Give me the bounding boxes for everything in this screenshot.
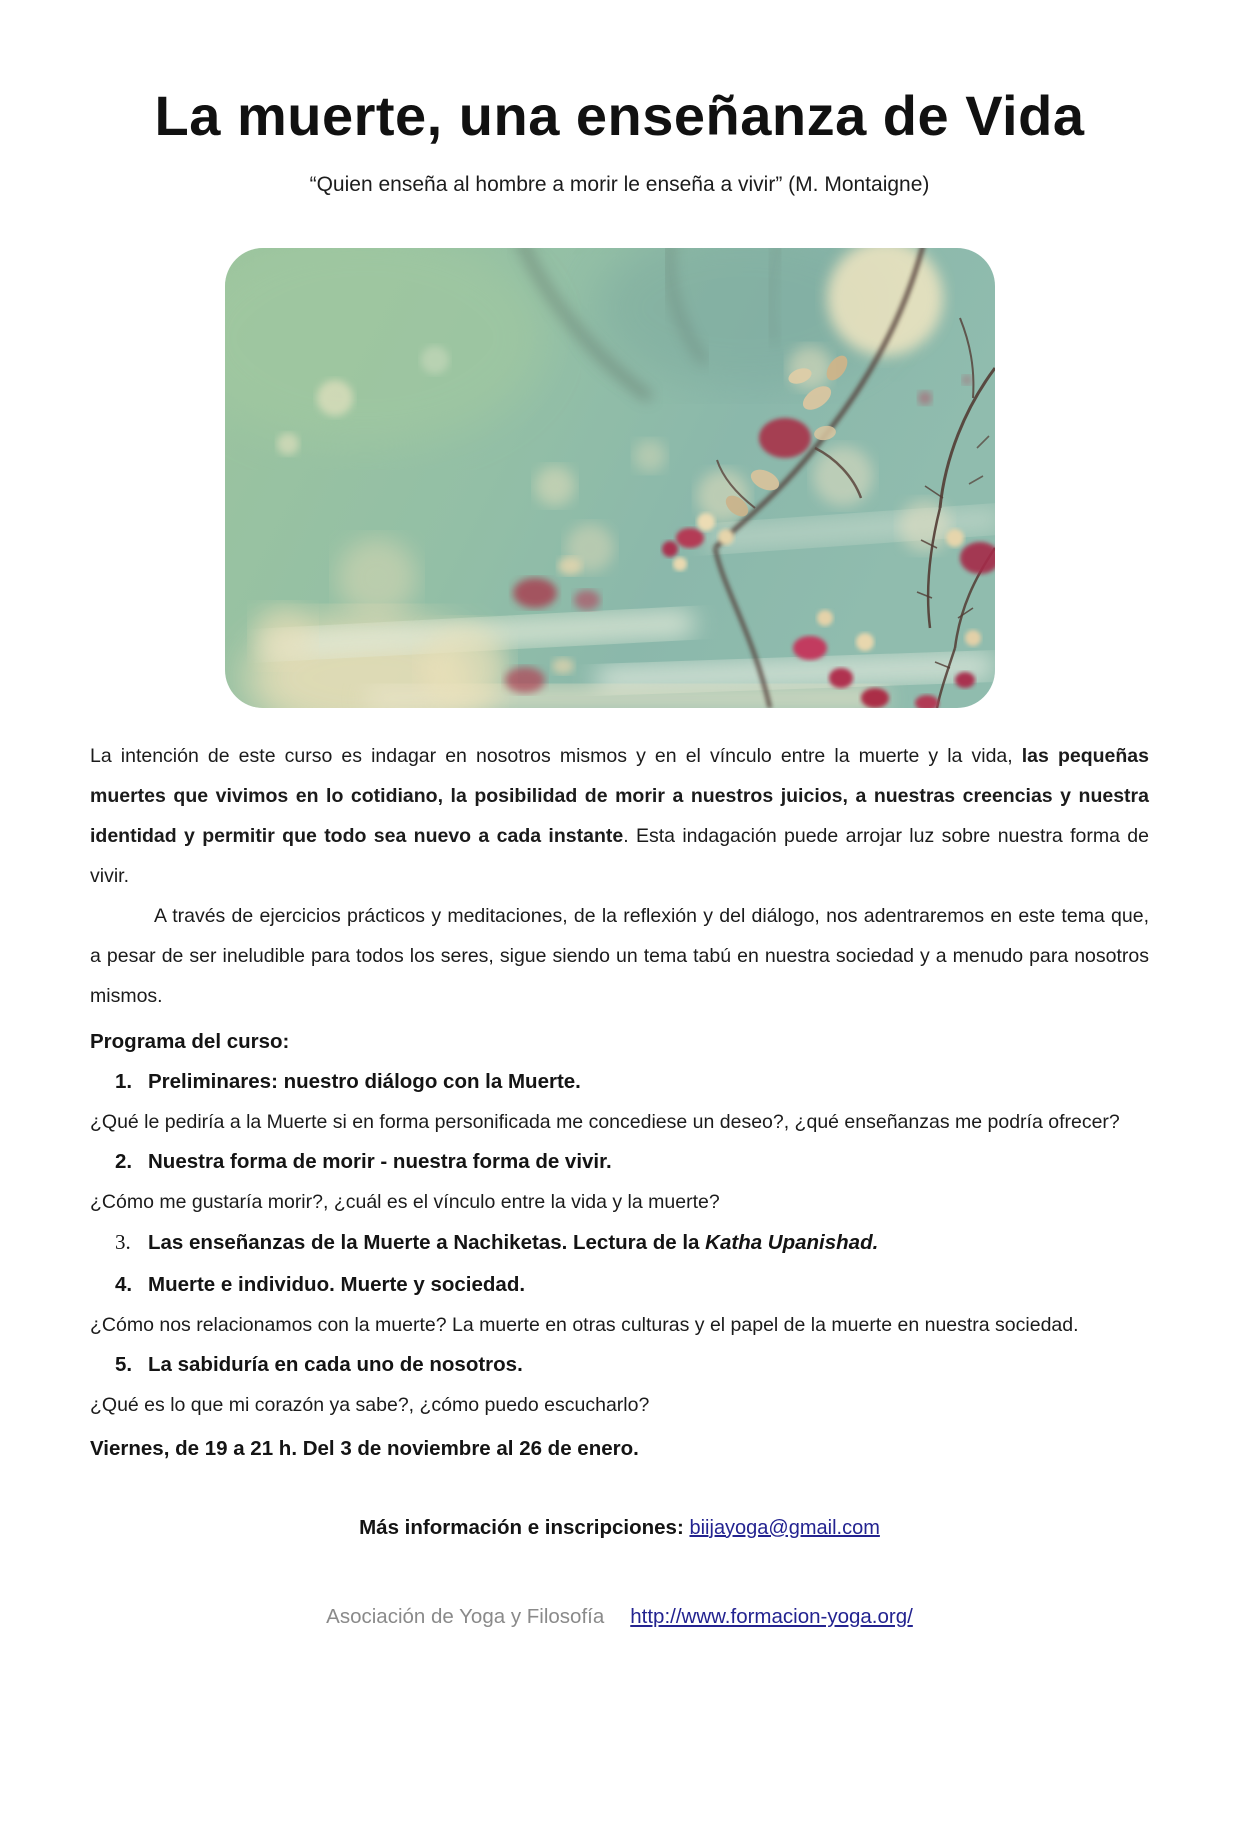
intro-paragraph-1	[90, 736, 1149, 896]
intro-paragraph-2: A través de ejercicios prácticos y meditaciones, de la reflexión y del diálogo, nos adentraremos en este tema que, a pesar de ser ineludible para todos los seres, sigue siendo un tema tabú en nuestra sociedad y a menudo para nosotros mismos.	[90, 904, 1149, 1007]
program-item-1	[90, 1062, 1149, 1102]
item-title: Preliminares: nuestro diálogo con la Muerte.	[148, 1069, 581, 1093]
item-number: 1.	[115, 1069, 133, 1093]
page-title: La muerte, una enseñanza de Vida	[154, 84, 1085, 147]
intro-text-end: . Esta indagación puede arrojar luz sobre nuestra forma de vivir.	[90, 824, 1149, 887]
item-number: 2.	[115, 1149, 133, 1173]
website-link[interactable]: http://www.formacion-yoga.org/	[630, 1604, 913, 1628]
program-item-3	[90, 1222, 1149, 1263]
program-item-2-description: ¿Cómo me gustaría morir?, ¿cuál es el vínculo entre la vida y la muerte?	[90, 1190, 720, 1213]
item-title: Nuestra forma de morir - nuestra forma de vivir.	[148, 1149, 612, 1173]
email-link[interactable]: biijayoga@gmail.com	[689, 1516, 880, 1539]
contact-line	[90, 1513, 1149, 1543]
item-title-bold: Las enseñanzas de la Muerte a Nachiketas. Lectura de la	[148, 1230, 706, 1254]
item-title-italic: Katha Upanishad.	[705, 1230, 879, 1254]
item-number: 3.	[115, 1229, 131, 1254]
item-title	[148, 1223, 878, 1263]
program-item-5	[90, 1345, 1149, 1385]
program-item-1-description: ¿Qué le pediría a la Muerte si en forma personificada me concediese un deseo?, ¿qué enseñanzas me podría ofrecer?	[90, 1110, 1120, 1133]
program-item-4	[90, 1265, 1149, 1305]
quote-subtitle: “Quien enseña al hombre a morir le enseña a vivir” (M. Montaigne)	[309, 173, 930, 197]
item-number: 5.	[115, 1352, 133, 1376]
program-item-4-description: ¿Cómo nos relacionamos con la muerte? La muerte en otras culturas y el papel de la muerte en nuestra sociedad.	[90, 1313, 1079, 1336]
contact-label: Más información e inscripciones:	[359, 1515, 684, 1539]
course-photo	[225, 248, 995, 708]
intro-text-start: La intención de este curso es indagar en nosotros mismos y en el vínculo entre la muerte y la vida,	[90, 744, 1022, 767]
item-title: La sabiduría en cada uno de nosotros.	[148, 1352, 523, 1376]
footer	[90, 1603, 1149, 1631]
blossom-photo-illustration	[225, 248, 995, 708]
footer-organization: Asociación de Yoga y Filosofía	[326, 1604, 605, 1628]
item-number: 4.	[115, 1272, 133, 1296]
item-title: Muerte e individuo. Muerte y sociedad.	[148, 1272, 526, 1296]
schedule-line: Viernes, de 19 a 21 h. Del 3 de noviembre al 26 de enero.	[90, 1436, 639, 1460]
program-heading: Programa del curso:	[90, 1029, 290, 1053]
intro-text-bold: las pequeñas muertes que vivimos en lo cotidiano, la posibilidad de morir a nuestros juicios, a nuestras creencias y nuestra identidad y permitir que todo sea nuevo a cada instante	[90, 744, 1149, 847]
document-page	[0, 84, 1239, 1631]
program-item-5-description: ¿Qué es lo que mi corazón ya sabe?, ¿cómo puedo escucharlo?	[90, 1393, 650, 1416]
program-item-2	[90, 1142, 1149, 1182]
